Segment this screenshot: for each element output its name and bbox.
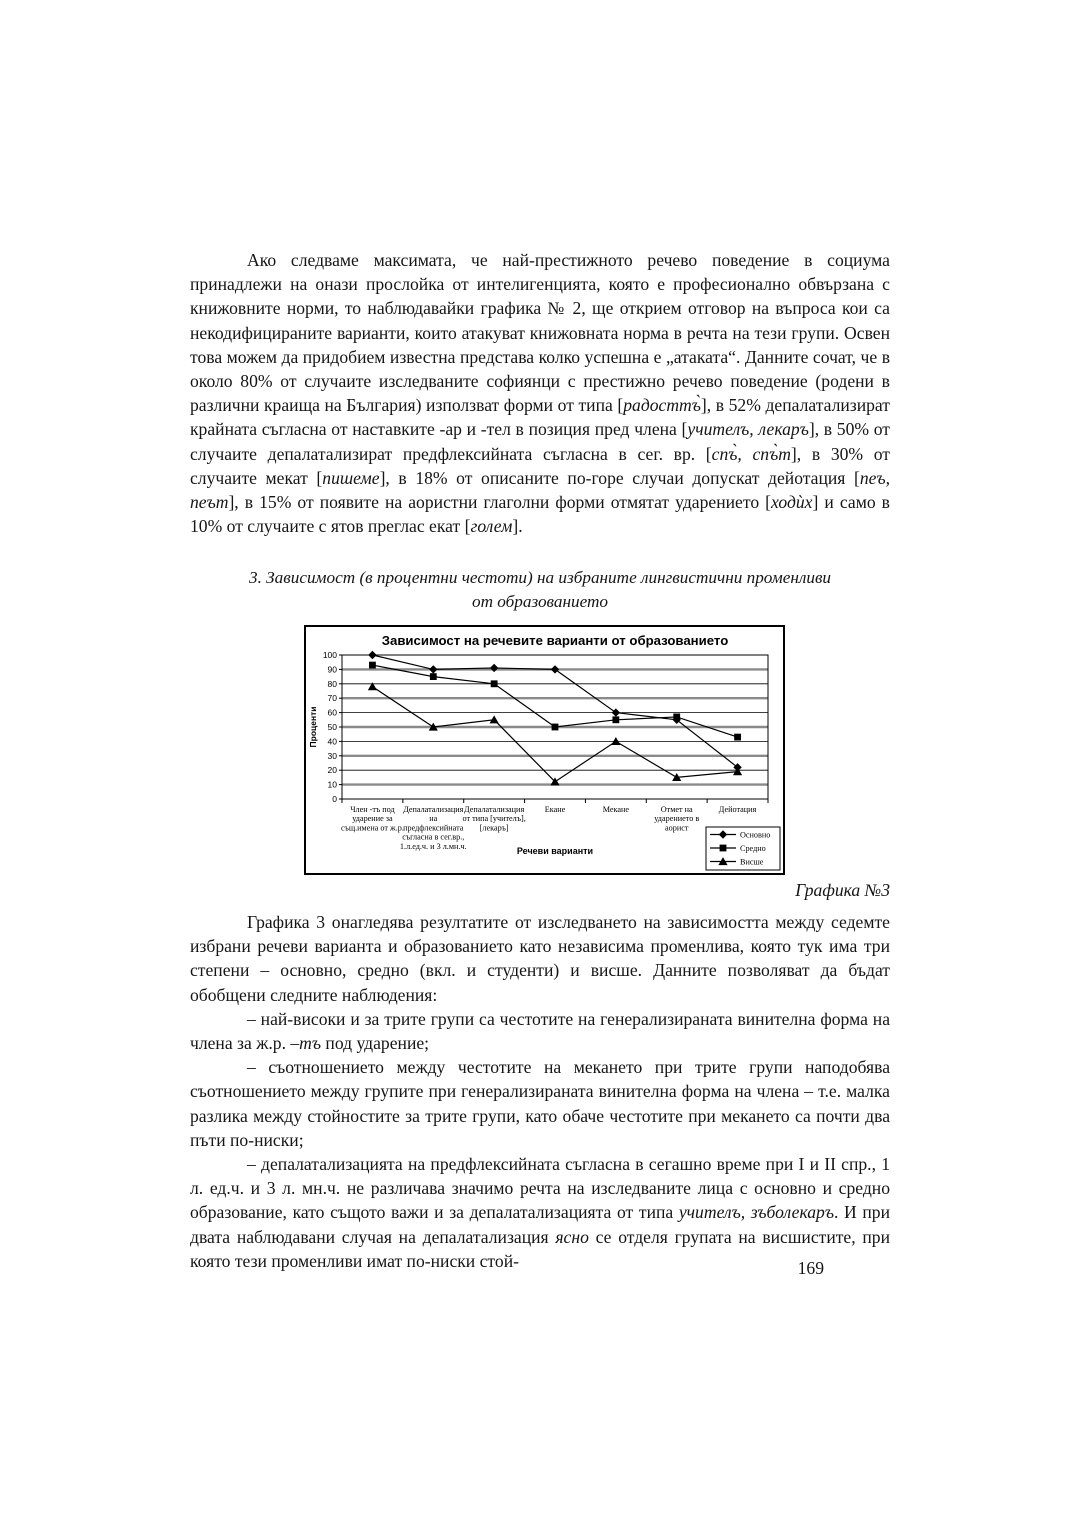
bullet-3: – депалатализацията на предфлексийната съгласна в сегашно време при I и II спр., 1 л. ед.ч. и 3 л. мн.ч. не различава значимо речта на изследваните лица с основно и средно образование, като същото важи и за депалатализацията от типа учителъ, зъболекаръ. И при двата наблюдавани случая на депалатализация ясно се отделя групата на висшистите, при която тези променливи имат по-ниски стой- bbox=[190, 1154, 890, 1271]
svg-text:90: 90 bbox=[327, 664, 337, 675]
svg-text:Проценти: Проценти bbox=[308, 706, 318, 748]
svg-text:Екане: Екане bbox=[544, 805, 566, 814]
svg-text:Член -тъ под: Член -тъ под bbox=[350, 805, 395, 814]
figure-caption-text: 3. Зависимост (в процентни честоти) на избраните лингвистични променливи от образованието bbox=[248, 568, 832, 611]
svg-text:ударението в: ударението в bbox=[654, 814, 700, 824]
svg-text:от типа [учителъ],: от типа [учителъ], bbox=[462, 814, 526, 824]
svg-text:ударение за: ударение за bbox=[352, 814, 393, 824]
svg-text:70: 70 bbox=[327, 693, 337, 704]
figure-number: Графика №3 bbox=[795, 880, 890, 900]
paragraph-1-text: Ако следваме максимата, че най-престижното речево поведение в социума принадлежи на онази прослойка от интелигенцията, която е професионално обвързана с книжовните норми, то наблюдавайки графика № 2, ще открием отговор на въпроса кои са некодифицираните варианти, които атакуват книжовната норма в речта на тези групи. Освен това можем да придобием известна представа колко успешна е „атаката“. Данните сочат, че в около 80% от случаите изследваните софиянци с престижно речево поведение (родени в различни краища на България) използват форми от типа [радосттъ̀], в 52% депалатализират крайната съгласна от наставките -ар и -тел в позиция пред члена [учителъ, лекаръ], в 50% от случаите депалатализират предфлексийната съгласна в сег. вр. [спъ̀, спъ̀т], в 30% от случаите мекат [пишеме], в 18% от описаните по-горе случаи допускат дейотация [пеъ, пеът], в 15% от появите на аористни глаголни форми отмятат ударението [ходѝх] и само в 10% от случаите с ятов преглас екат [голем]. bbox=[190, 250, 891, 537]
svg-text:Висше: Висше bbox=[740, 857, 764, 867]
chart-svg bbox=[306, 627, 783, 873]
svg-text:Зависимост на речевите вариант: Зависимост на речевите варианти от образованието bbox=[381, 633, 729, 648]
svg-text:същ.имена от ж.р.: същ.имена от ж.р. bbox=[340, 823, 404, 833]
svg-text:Депалатализация: Депалатализация bbox=[403, 805, 464, 814]
paragraph-2: Графика 3 онагледява резултатите от изследването на зависимостта между седемте избрани речеви варианта и образованието като независима променлива, която тук има три степени – основно, средно (вкл. и студенти) и висше. Данните позволяват да бъдат обобщени следните наблюдения: bbox=[190, 912, 890, 1005]
svg-text:съгласна в сег.вр.,: съгласна в сег.вр., bbox=[402, 832, 465, 842]
svg-text:0: 0 bbox=[332, 794, 337, 804]
svg-text:на: на bbox=[429, 814, 438, 824]
bullet-1: – най-високи и за трите групи са честотите на генерализираната винителна форма на члена за ж.р. –тъ под ударение; bbox=[190, 1008, 890, 1054]
svg-text:60: 60 bbox=[327, 707, 337, 718]
svg-text:50: 50 bbox=[327, 722, 337, 732]
svg-text:Речеви варианти: Речеви варианти bbox=[516, 846, 594, 856]
svg-text:предфлексийната: предфлексийната bbox=[403, 823, 464, 833]
page-number: 169 bbox=[797, 1258, 824, 1278]
figure-caption bbox=[190, 566, 890, 613]
chart bbox=[304, 625, 785, 875]
svg-text:20: 20 bbox=[327, 765, 337, 776]
svg-text:1.л.ед.ч. и 3 л.мн.ч.: 1.л.ед.ч. и 3 л.мн.ч. bbox=[399, 841, 467, 851]
svg-text:Отмет на: Отмет на bbox=[660, 805, 693, 814]
body-text bbox=[190, 910, 890, 1273]
svg-text:80: 80 bbox=[327, 678, 337, 689]
svg-text:Дейотация: Дейотация bbox=[718, 805, 757, 814]
bullet-2: – съотношението между честотите на мекането при трите групи наподобява съотношението между групите при генерализираната винителна форма на члена – т.е. малка разлика между стойностите за трите групи, като обаче честотите при мекането са почти два пъти по-ниски; bbox=[190, 1057, 890, 1150]
svg-text:Средно: Средно bbox=[740, 843, 766, 853]
svg-text:Депалатализация: Депалатализация bbox=[464, 805, 525, 814]
svg-text:[лекаръ]: [лекаръ] bbox=[479, 823, 509, 833]
svg-text:Мекане: Мекане bbox=[602, 805, 630, 814]
svg-text:10: 10 bbox=[327, 779, 337, 790]
paragraph-1 bbox=[190, 248, 890, 538]
svg-text:аорист: аорист bbox=[665, 823, 689, 833]
svg-text:100: 100 bbox=[322, 650, 337, 660]
svg-text:30: 30 bbox=[327, 750, 337, 761]
svg-text:Основно: Основно bbox=[740, 830, 771, 840]
svg-text:40: 40 bbox=[327, 736, 337, 747]
